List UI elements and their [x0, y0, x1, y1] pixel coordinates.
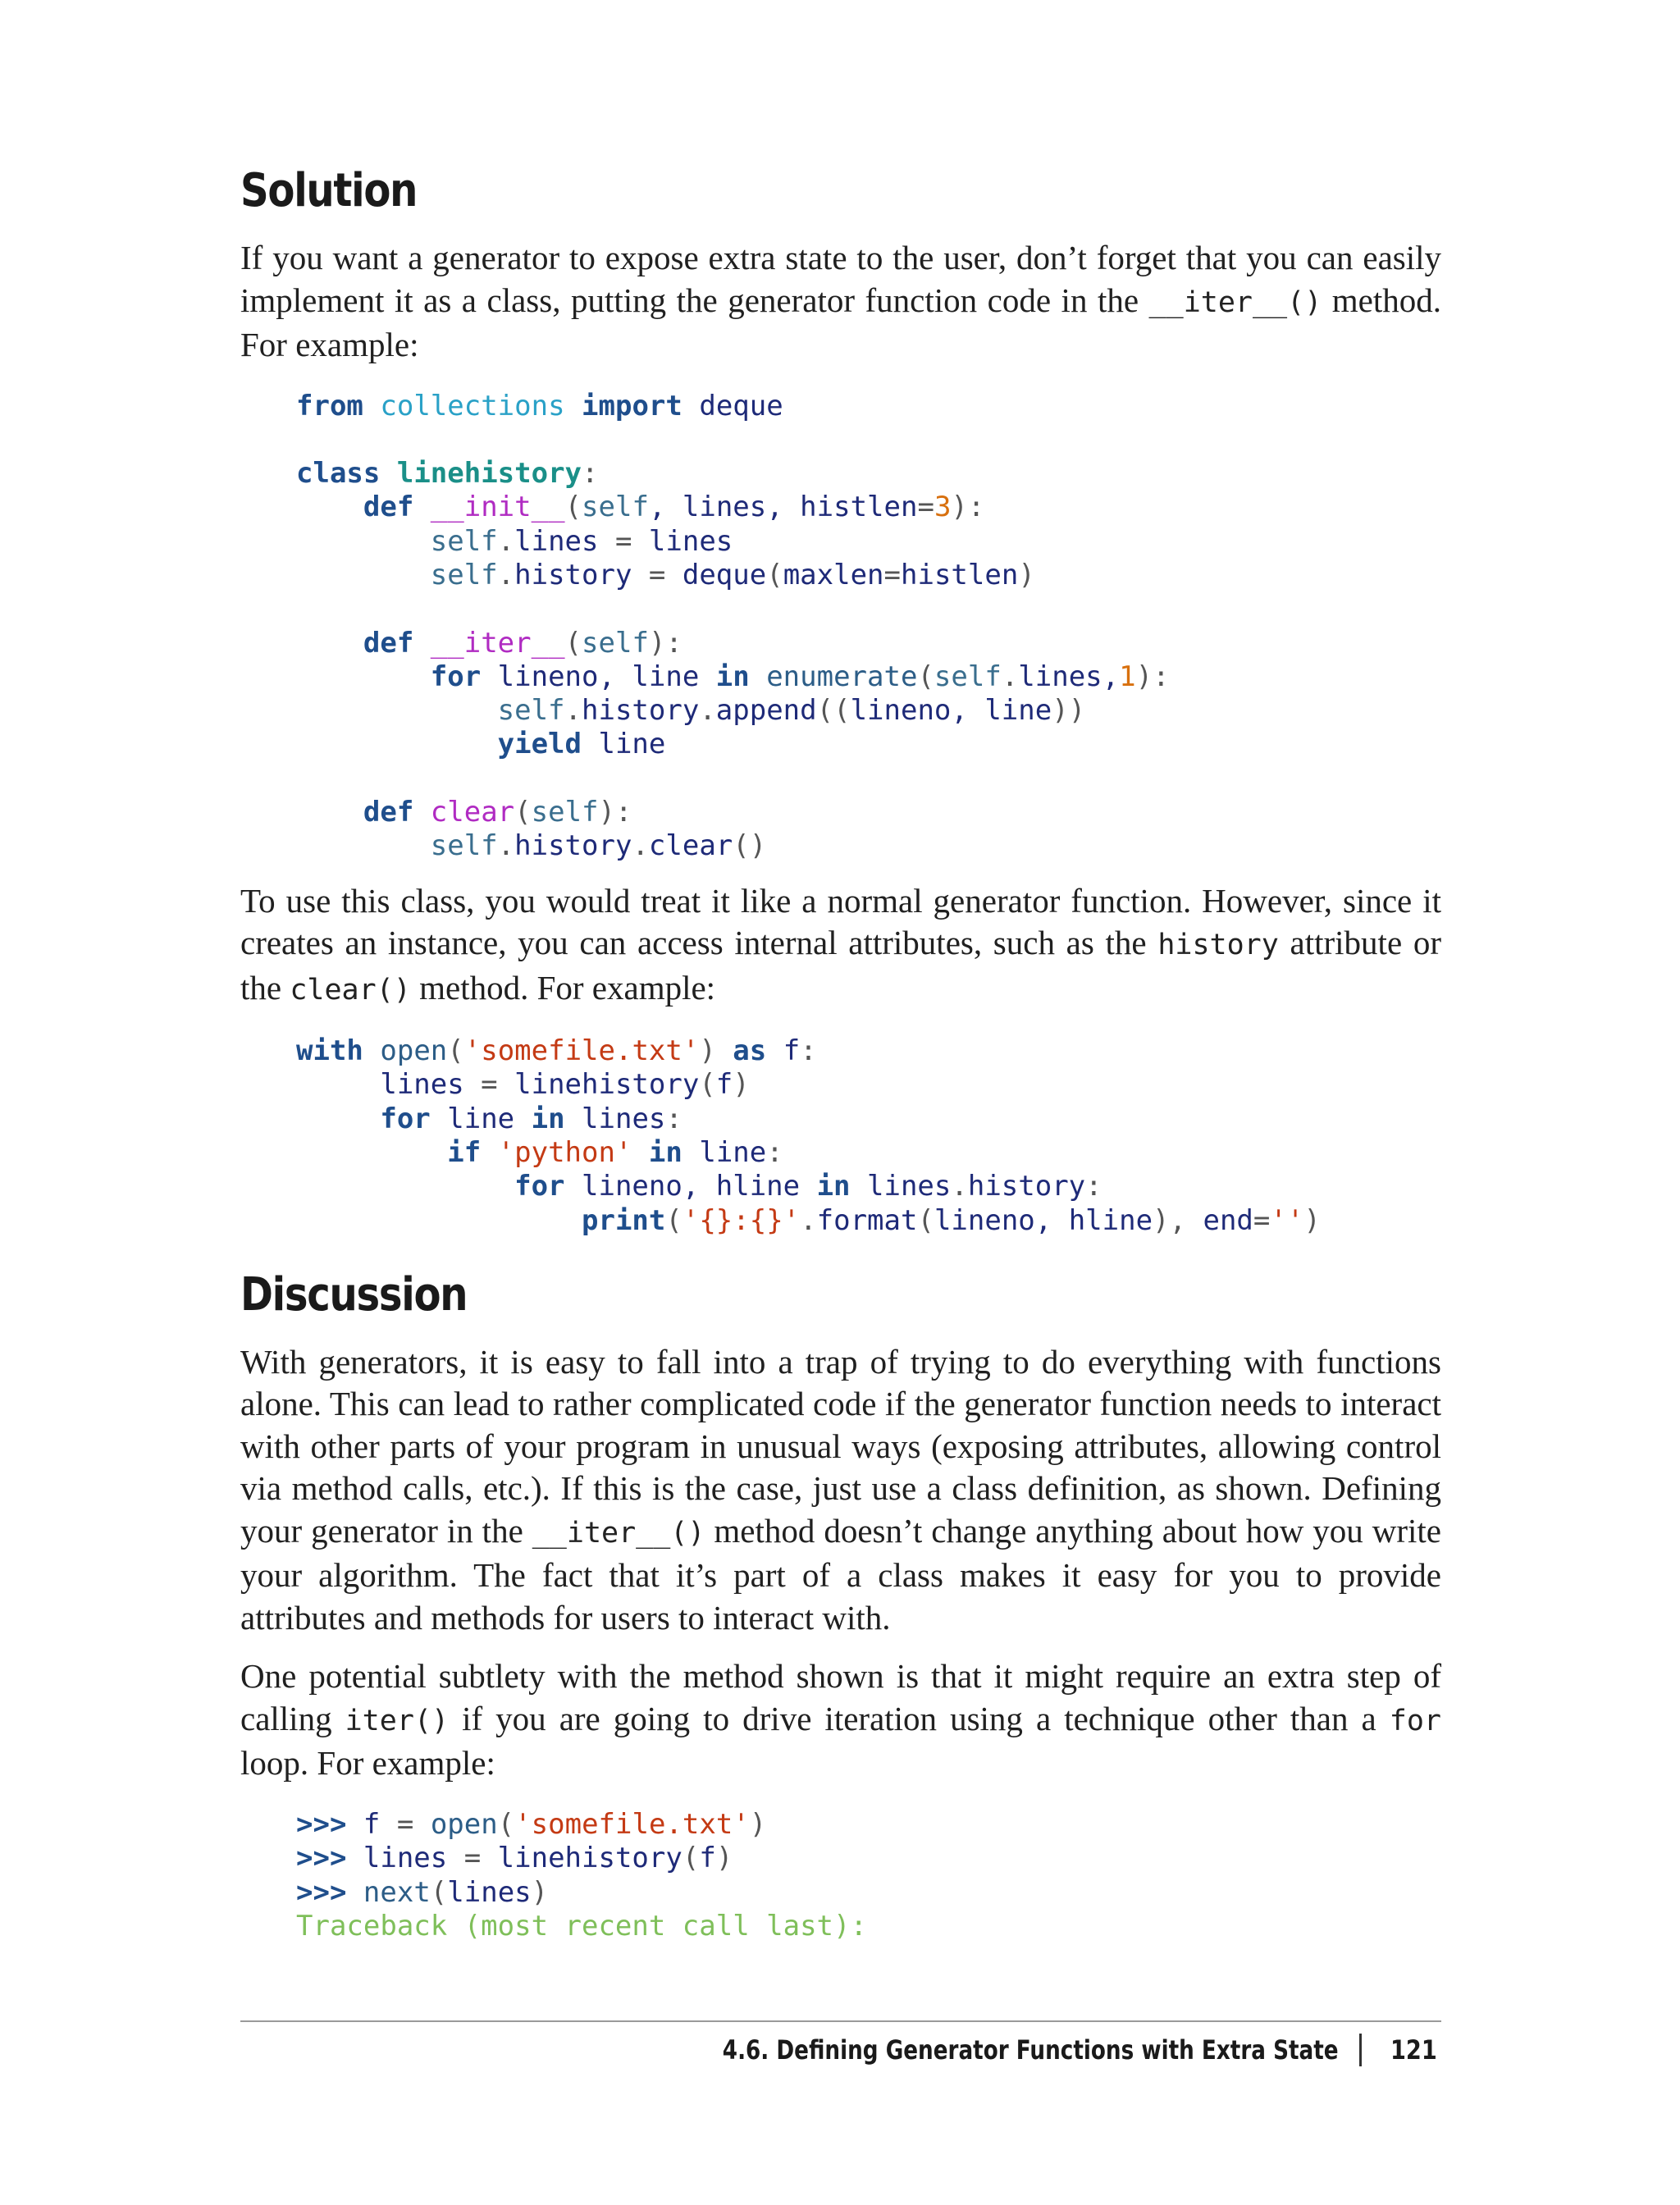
code-token: linehistory — [396, 457, 582, 491]
code-line: self.lines = lines — [430, 524, 733, 558]
page-content — [240, 164, 1441, 1943]
page-footer — [587, 2029, 1441, 2070]
code-line: Traceback (most recent call last): — [296, 1909, 867, 1942]
code-line: self.history.append((lineno, line)) — [497, 694, 1086, 728]
code-token: self — [582, 491, 649, 524]
code-line: self.history = deque(maxlen=histlen) — [430, 558, 1035, 591]
code-line — [296, 390, 783, 422]
code-line: for lineno, line in enumerate(self.lines,1): — [430, 660, 1170, 693]
code-token: class — [296, 457, 381, 491]
inline-code: history — [1157, 929, 1279, 962]
code-line — [296, 423, 313, 456]
code-line: for lineno, hline in lines.history: — [514, 1170, 1102, 1203]
running-footer-title: 4.6. Defining Generator Functions with Extra State — [722, 2034, 1339, 2066]
inline-code: __iter__() — [1148, 285, 1322, 319]
code-line — [296, 762, 313, 795]
inline-code: __iter__() — [532, 1516, 705, 1550]
paragraph — [240, 1655, 1441, 1785]
code-token: 3 — [934, 491, 952, 524]
code-line: def clear(self): — [363, 796, 632, 829]
paragraph — [240, 880, 1441, 1012]
code-block — [240, 1034, 1441, 1238]
code-token: __init__ — [430, 491, 565, 524]
code-line: print('{}:{}'.format(lineno, hline), end='') — [582, 1203, 1321, 1237]
text: If you want a generator to expose extra state to the user, don’t forget that you can easily implement it as a class, putting the generator function code in the — [240, 239, 1441, 319]
footer-separator — [1359, 2034, 1362, 2066]
code-line: if 'python' in line: — [447, 1136, 783, 1170]
code-line: with open('somefile.txt') as f: — [296, 1034, 817, 1068]
section-heading-solution: Solution — [240, 164, 418, 217]
inline-code: iter() — [345, 1704, 450, 1737]
code-line: for line in lines: — [380, 1102, 682, 1135]
code-token: collections — [380, 389, 565, 422]
paragraph — [240, 1341, 1441, 1640]
code-line: class linehistory: — [296, 457, 599, 491]
section-heading-discussion: Discussion — [240, 1267, 468, 1322]
code-block — [240, 390, 1441, 864]
code-line: lines = linehistory(f) — [296, 1068, 750, 1102]
text: method. For example: — [240, 281, 1441, 363]
text: if you are going to drive iteration using a technique other than a — [449, 1699, 1390, 1737]
code-line: >>> f = open('somefile.txt') — [296, 1807, 767, 1841]
code-token: def — [363, 491, 414, 524]
inline-code: for — [1389, 1704, 1441, 1737]
text: method. For example: — [410, 968, 716, 1007]
code-token: deque — [699, 389, 783, 422]
code-token: from — [296, 389, 363, 422]
text: method doesn’t change anything about how you write your algorithm. The fact that it’s part of a class makes it easy for you to provide attributes and methods for users to interact with. — [240, 1511, 1441, 1637]
code-line — [296, 592, 313, 625]
code-line: >>> lines = linehistory(f) — [296, 1842, 733, 1875]
code-line: def __iter__(self): — [363, 626, 682, 660]
code-line: def __init__(self, lines, histlen=3): — [363, 491, 985, 524]
footer-rule — [240, 2020, 1441, 2022]
text: With generators, it is easy to fall into a trap of trying to do everything with functions alone. This can lead to rather complicated code if the generator function needs to interact with other parts of your program in unusual ways (exposing attributes, allowing control via method calls, etc.). If this is the case, just use a class definition, as shown. Defining your generator in the — [240, 1342, 1441, 1550]
text: One potential subtlety with the method shown is that it might require an extra step of calling — [240, 1657, 1441, 1737]
paragraph — [240, 237, 1441, 367]
text: To use this class, you would treat it like a normal generator function. However, since it creates an instance, you can access internal attributes, such as the — [240, 881, 1441, 962]
text: loop. For example: — [240, 1744, 495, 1783]
code-line: yield line — [497, 728, 666, 761]
code-token: import — [582, 389, 682, 422]
code-line: self.history.clear() — [430, 829, 767, 863]
inline-code: clear() — [290, 973, 411, 1007]
code-line: >>> next(lines) — [296, 1875, 549, 1909]
page-number: 121 — [1390, 2034, 1437, 2066]
text: attribute or the — [240, 924, 1441, 1007]
code-block — [240, 1808, 1441, 1943]
